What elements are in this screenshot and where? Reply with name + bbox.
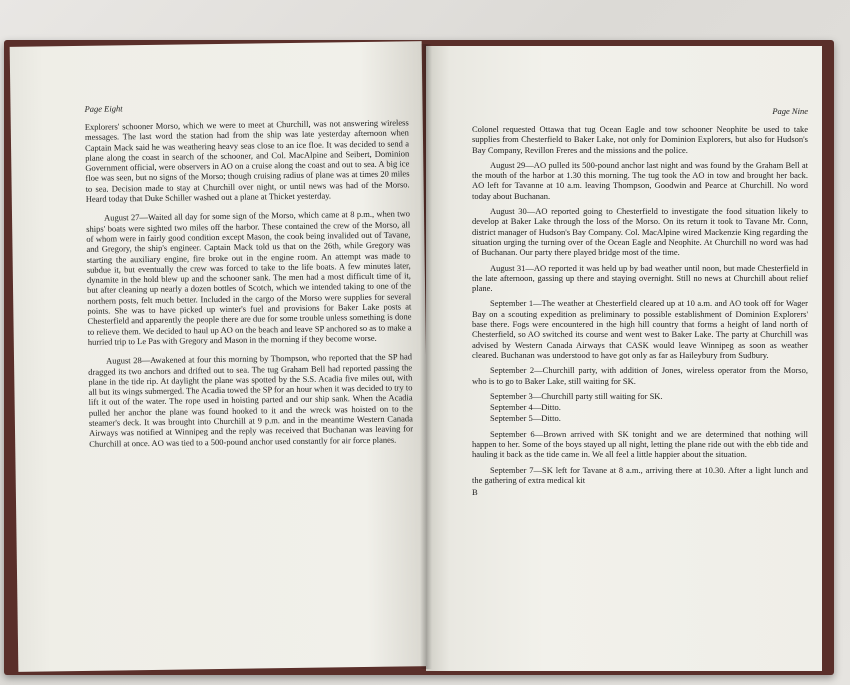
left-paragraph: August 27—Waited all day for some sign of the Morso, which came at 8 p.m., when two ships' boats were sighted two miles off the harbor. These contained the crew of the Morso, all of whom were in fairly good condition except Mason, the cook being invalided out of Tavane, and Gregory, the ship's engineer. Captain Mack told us that on the 26th, while Gregory was starting the auxiliary engine, fire broke out in the engine room. An attempt was made to subdue it, but eventually the crew was forced to take to the life boats. A few minutes later, dynamite in the hold blew up and the schooner sank. The men had a most difficult time of it, but after cleaning up nearly a dozen bottles of Scotch, which we intended taking to one of the northern posts, felt much better. Included in the cargo of the Morso were supplies for several points. She was to have picked up winter's fuel and provisions for Baker Lake posts at Chesterfield and apparently the people there are due for some trouble unless something is done to relieve them. We decided to haul up AO on the beach and leave SP anchored so as to make a hurried trip to Le Pas with Gregory and Mason in the morning if they become worse. (86, 208, 412, 347)
right-paragraph: August 30—AO reported going to Chesterfield to investigate the food situation likely to develop at Baker Lake through the loss of the Morso. On its return it took to Tavane Mr. Conn, district manager of Hudson's Bay Company. Col. MacAlpine wired Mackenzie King regarding the situation urging the turning over of the Ocean Eagle and Neophite. At Churchill no word was had of Buchanan. Our party there played bridge most of the time. (472, 206, 808, 258)
right-paragraph: September 1—The weather at Chesterfield cleared up at 10 a.m. and AO took off for Wager Bay on a scouting expedition as preliminary to possible establishment of Dominion Explorers' base there. Fogs were encountered in the high hill country that forms a height of land north of Chesterfield, so AO switched its course and went west to Baker Lake. The party at Churchill was advised by Western Canada Airways that CASK would leave Winnipeg as soon as weather cleared. Buchanan was understood to have got only as far as Haileybury from Sudbury. (472, 298, 808, 360)
right-paragraph: August 31—AO reported it was held up by bad weather until noon, but made Chesterfield in the late afternoon, gassing up there and staying overnight. Still no news at Churchill about relief plane. (472, 262, 808, 294)
right-paragraph: August 29—AO pulled its 500-pound anchor last night and was found by the Graham Bell at the mouth of the harbor at 1.30 this morning. The tug took the AO in tow and brought her back. AO left for Tavanne at 10 a.m. leaving Thompson, Goodwin and Pearce at Churchill. No word today about Buchanan. (472, 159, 808, 201)
left-paragraph: August 28—Awakened at four this morning by Thompson, who reported that the SP had dragged its two anchors and drifted out to sea. The tug Graham Bell had reported passing the plane in the tide rip. At daylight the plane was spotted by the S.S. Acadia five miles out, with all but its wings submerged. The Acadia towed the SP for an hour when it was decided to try to lift it out of the water. The rope used in hoisting parted and our ship sank. When the Acadia pulled her anchor the plane was found hooked to it and the wreck was hoisted on to the steamer's deck. It was brought into Churchill at 9 p.m. and in the meantime Western Canada Airways was notified at Winnipeg and the reply was received that Buchanan was leaving for Churchill at once. AO was tied to a 500-pound anchor used constantly for air force planes. (88, 351, 414, 449)
right-paragraph: Colonel requested Ottawa that tug Ocean Eagle and tow schooner Neophite be used to take supplies from Chesterfield to Baker Lake, not only for Dominion Explorers, but also for Hudson's Bay Company, Revillon Freres and the missions and the police. (472, 124, 808, 155)
right-paragraph: September 4—Ditto. (490, 402, 561, 413)
right-page-header: Page Nine (772, 106, 808, 116)
left-page-header: Page Eight (84, 103, 123, 114)
left-paragraph: Explorers' schooner Morso, which we were to meet at Churchill, was not answering wireless messages. The last word the station had from the ship was late yesterday afternoon when Captain Mack said he was weathering heavy seas close to an ice floe. It was decided to send a plane along the coast in search of the schooner, and Col. MacAlpine and Seibert, Dominion Government official, were observers in AO on a cruise along the coast and out to sea. A big ice floe was seen, but no signs of the Morso; though cruising radius of plane was at times 20 miles to sea. Decision made to stay at Churchill over night, or until news was had of the Morso. Heard today that Duke Schiller washed out a plane at Thicket yesterday. (84, 117, 410, 204)
book-gutter (420, 44, 432, 669)
right-paragraph: September 2—Churchill party, with addition of Jones, wireless operator from the Morso, who is to go to Baker Lake, still waiting for SK. (472, 365, 808, 386)
right-paragraph: September 5—Ditto. (490, 413, 561, 424)
left-page (10, 41, 431, 672)
right-paragraph: September 3—Churchill party still waiting for SK. (490, 390, 663, 401)
right-paragraph: September 7—SK left for Tavane at 8 a.m., arriving there at 10.30. After a light lunch and the gathering of extra medical kit (472, 464, 808, 485)
right-paragraph: September 6—Brown arrived with SK tonight and we are determined that nothing will happen to her. Some of the boys stayed up all night, letting the plane ride out with the ebb tide and hauling it back as the tide came in. We all feel a little happier about the situation. (472, 428, 808, 460)
right-page (426, 46, 822, 671)
signature-mark: B (472, 487, 478, 498)
